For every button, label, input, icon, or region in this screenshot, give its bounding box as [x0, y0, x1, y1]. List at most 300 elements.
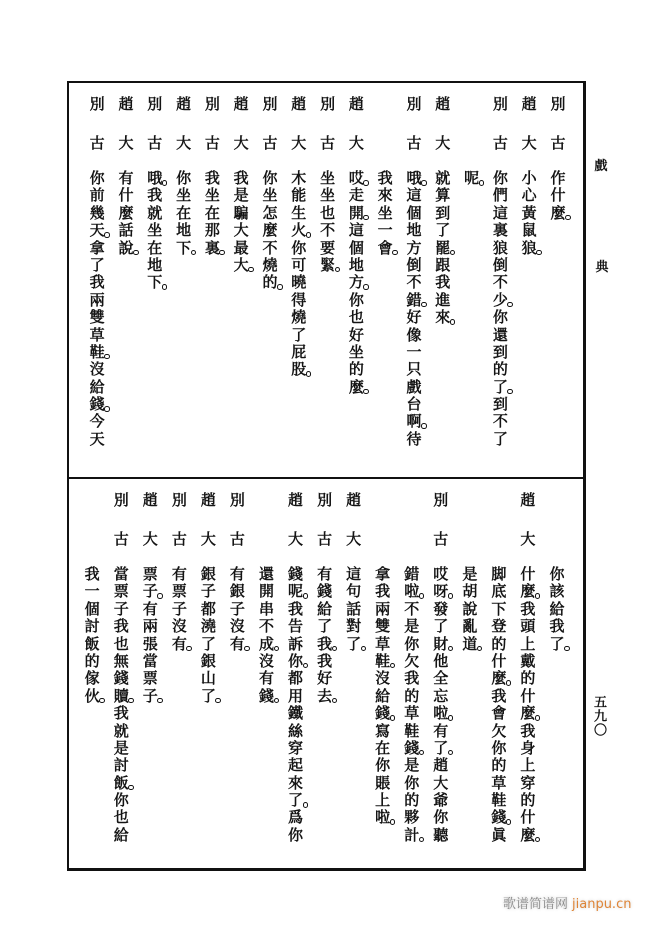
text-char: 這	[406, 186, 422, 205]
text-char: 呢	[282, 583, 310, 600]
text-char: 頭	[520, 617, 536, 636]
text-char: 沒	[258, 651, 274, 670]
text-char: 的	[404, 686, 420, 705]
punctuation-circle	[363, 215, 369, 221]
text-char: 在	[375, 738, 391, 757]
text-char: 我	[317, 651, 333, 670]
text-char: 也	[113, 808, 129, 827]
text-char: 到	[435, 203, 451, 222]
text-char: 好	[406, 308, 422, 327]
punctuation-circle	[448, 715, 454, 721]
dialogue-column	[83, 83, 111, 477]
text-char: 用	[288, 686, 304, 705]
text-char: 子	[229, 599, 245, 618]
punctuation-circle	[536, 250, 542, 256]
text-char: 討	[113, 756, 129, 775]
dialogue-column	[194, 479, 222, 868]
speaker-char: 別	[317, 491, 333, 509]
dialogue-column	[486, 83, 514, 477]
text-char: 你	[492, 308, 508, 327]
punctuation-circle	[303, 802, 309, 808]
text-char: 坐	[176, 186, 192, 205]
text-char: 你	[492, 169, 508, 187]
dialogue-continuation-column	[543, 479, 571, 868]
text-char: 在	[176, 203, 192, 222]
punctuation-circle	[363, 284, 369, 290]
page-number: 五九〇	[591, 695, 606, 737]
text-char: 我	[89, 273, 105, 292]
text-char: 哦	[141, 170, 169, 187]
dialogue-text	[371, 170, 399, 257]
text-char: 緊	[314, 257, 342, 274]
text-char: 什	[491, 651, 507, 670]
dialogue-column	[282, 479, 310, 868]
text-char: 雙	[89, 308, 105, 327]
lower-text-panel	[69, 479, 583, 868]
text-char: 坐	[320, 169, 336, 187]
dialogue-column	[429, 83, 457, 477]
text-char: 倒	[406, 255, 422, 274]
dialogue-column	[544, 83, 572, 477]
text-char: 底	[491, 582, 507, 601]
text-char: 子	[136, 583, 164, 600]
dialogue-continuation-column	[253, 479, 281, 868]
text-char: 我	[113, 704, 129, 723]
text-char: 他	[433, 651, 449, 670]
dialogue-text	[165, 566, 193, 653]
text-char: 草	[89, 325, 105, 344]
dialogue-text	[429, 170, 457, 327]
speaker-char: 別	[262, 95, 278, 113]
punctuation-circle	[99, 698, 105, 704]
text-char: 不	[406, 273, 422, 292]
dialogue-text	[398, 566, 426, 844]
text-char: 無	[113, 651, 129, 670]
dialogue-continuation-column	[458, 83, 486, 477]
text-char: 開	[342, 205, 370, 222]
text-char: 不	[262, 238, 278, 257]
text-char: 有	[433, 721, 449, 740]
text-char: 沒	[375, 669, 391, 688]
text-char: 是	[113, 738, 129, 757]
text-char: 還	[492, 325, 508, 344]
speaker-char: 大	[142, 530, 158, 548]
text-char: 我	[84, 565, 100, 583]
text-char: 啦	[369, 809, 397, 826]
text-char: 夥	[404, 808, 420, 827]
text-char: 得	[291, 290, 307, 309]
speaker-char: 大	[346, 530, 362, 548]
text-char: 麼	[544, 205, 572, 222]
text-char: 句	[346, 582, 362, 601]
text-char: 最	[233, 238, 249, 257]
text-char: 財	[427, 636, 455, 653]
text-char: 山	[200, 669, 216, 688]
text-char: 大	[433, 773, 449, 792]
text-char: 幾	[89, 203, 105, 222]
text-char: 好	[317, 669, 333, 688]
text-char: 寫	[375, 721, 391, 740]
dialogue-continuation-column	[485, 479, 513, 868]
text-char: 你	[288, 825, 304, 844]
text-char: 們	[492, 186, 508, 205]
punctuation-circle	[162, 284, 168, 290]
dialogue-text	[311, 566, 339, 705]
text-char: 你	[176, 169, 192, 187]
text-char: 不	[320, 221, 336, 240]
text-char: 有	[142, 599, 158, 618]
punctuation-circle	[392, 250, 398, 256]
text-char: 胡	[462, 582, 478, 601]
text-char: 你	[348, 290, 364, 309]
text-char: 像	[406, 325, 422, 344]
punctuation-circle	[215, 698, 221, 704]
punctuation-circle	[390, 663, 396, 669]
text-char: 澆	[200, 617, 216, 636]
text-char: 你	[404, 773, 420, 792]
text-char: 話	[118, 221, 134, 240]
text-char: 可	[291, 255, 307, 274]
text-char: 你	[404, 634, 420, 653]
text-char: 就	[113, 721, 129, 740]
dialogue-text	[223, 566, 251, 653]
text-char: 什	[520, 565, 536, 583]
text-char: 話	[346, 599, 362, 618]
text-char: 麼	[485, 670, 513, 687]
speaker-char: 趙	[346, 491, 362, 509]
speaker-char: 大	[520, 530, 536, 548]
text-char: 裏	[492, 221, 508, 240]
text-char: 來	[288, 773, 304, 792]
dialogue-text	[486, 170, 514, 448]
punctuation-circle	[506, 680, 512, 686]
text-char: 就	[147, 203, 163, 222]
text-char: 了	[543, 636, 571, 653]
text-char: 就	[435, 169, 451, 187]
text-char: 的	[492, 360, 508, 379]
text-char: 進	[435, 290, 451, 309]
text-char: 狼	[492, 238, 508, 257]
text-char: 了	[433, 617, 449, 636]
speaker-char: 趙	[348, 95, 364, 113]
dialogue-text	[544, 170, 572, 222]
punctuation-circle	[244, 646, 250, 652]
text-char: 銀	[200, 565, 216, 583]
text-char: 我	[204, 169, 220, 187]
text-char: 今	[89, 412, 105, 431]
speaker-char: 古	[550, 134, 566, 152]
speaker-char: 別	[204, 95, 220, 113]
text-char: 坐	[262, 186, 278, 205]
dialogue-column	[514, 479, 542, 868]
text-char: 要	[320, 238, 336, 257]
text-char: 燒	[262, 255, 278, 274]
punctuation-circle	[506, 819, 512, 825]
speaker-char: 古	[89, 134, 105, 152]
text-char: 給	[317, 599, 333, 618]
text-char: 訴	[288, 634, 304, 653]
text-char: 了	[427, 740, 455, 757]
dialogue-column	[170, 83, 198, 477]
punctuation-circle	[363, 180, 369, 186]
punctuation-circle	[274, 646, 280, 652]
dialogue-column	[285, 83, 313, 477]
text-char: 鞋	[491, 791, 507, 810]
text-char: 說	[462, 599, 478, 618]
text-char: 計	[398, 827, 426, 844]
text-char: 銀	[200, 651, 216, 670]
text-char: 好	[348, 325, 364, 344]
text-char: 股	[285, 361, 313, 378]
text-char: 沒	[89, 360, 105, 379]
speaker-char: 別	[550, 95, 566, 113]
upper-text-panel	[69, 83, 583, 477]
speaker-char: 趙	[142, 491, 158, 509]
text-char: 錢	[369, 705, 397, 722]
punctuation-circle	[104, 232, 110, 238]
text-char: 屁	[291, 342, 307, 361]
text-char: 天	[83, 222, 111, 239]
speaker-char: 古	[317, 530, 333, 548]
text-char: 是	[233, 186, 249, 205]
punctuation-circle	[450, 319, 456, 325]
punctuation-circle	[335, 267, 341, 273]
dialogue-column	[256, 83, 284, 477]
text-char: 欠	[491, 721, 507, 740]
dialogue-text	[485, 566, 513, 844]
text-char: 鞋	[83, 344, 111, 361]
dialogue-text	[282, 566, 310, 844]
dialogue-text	[456, 566, 484, 653]
dialogue-text	[141, 170, 169, 292]
text-char: 坐	[377, 203, 393, 222]
punctuation-circle	[448, 593, 454, 599]
text-char: 的	[520, 791, 536, 810]
text-char: 給	[89, 377, 105, 396]
text-char: 忘	[433, 686, 449, 705]
text-char: 了	[340, 636, 368, 653]
text-char: 你	[282, 653, 310, 670]
text-char: 哎	[433, 565, 449, 583]
dialogue-column	[340, 479, 368, 868]
text-char: 有	[258, 669, 274, 688]
text-char: 小	[521, 169, 537, 187]
punctuation-circle	[157, 698, 163, 704]
text-char: 贖	[107, 688, 135, 705]
text-char: 拿	[89, 238, 105, 257]
text-char: 個	[348, 238, 364, 257]
dialogue-column	[314, 83, 342, 477]
text-char: 待	[406, 429, 422, 448]
text-char: 坐	[147, 221, 163, 240]
text-char: 也	[320, 203, 336, 222]
text-char: 子	[113, 599, 129, 618]
text-char: 錯	[400, 292, 428, 309]
dialogue-text	[136, 566, 164, 705]
text-char: 是	[404, 617, 420, 636]
text-char: 哎	[342, 170, 370, 187]
text-char: 戴	[520, 651, 536, 670]
dialogue-text	[253, 566, 281, 705]
punctuation-circle	[332, 698, 338, 704]
speaker-char: 古	[406, 134, 422, 152]
text-char: 絲	[288, 721, 304, 740]
speaker-char: 別	[406, 95, 422, 113]
dialogue-text	[400, 170, 428, 448]
text-char: 會	[491, 704, 507, 723]
text-char: 我	[549, 617, 565, 636]
text-char: 呀	[427, 583, 455, 600]
text-char: 錢	[253, 688, 281, 705]
text-char: 賬	[375, 773, 391, 792]
speaker-char: 別	[433, 491, 449, 509]
text-char: 不	[492, 412, 508, 431]
text-char: 到	[492, 342, 508, 361]
text-char: 燒	[291, 308, 307, 327]
speaker-char: 別	[229, 491, 245, 509]
text-char: 大	[227, 257, 255, 274]
text-char: 票	[113, 582, 129, 601]
dialogue-text	[83, 170, 111, 448]
text-char: 脚	[491, 565, 507, 583]
frame-bottom-border	[67, 868, 586, 871]
text-char: 個	[84, 599, 100, 618]
text-char: 都	[288, 669, 304, 688]
text-char: 那	[204, 221, 220, 240]
text-char: 狼	[515, 240, 543, 257]
text-char: 你	[491, 738, 507, 757]
dialogue-text	[107, 566, 135, 844]
speaker-char: 趙	[176, 95, 192, 113]
punctuation-circle	[104, 354, 110, 360]
text-char: 了	[435, 221, 451, 240]
speaker-char: 古	[320, 134, 336, 152]
text-char: 鞋	[369, 653, 397, 670]
text-char: 戲	[406, 377, 422, 396]
dialogue-column	[427, 479, 455, 868]
text-char: 全	[433, 669, 449, 688]
text-char: 銀	[229, 582, 245, 601]
text-char: 麼	[514, 827, 542, 844]
dialogue-column	[342, 83, 370, 477]
text-char: 錢	[288, 565, 304, 583]
dialogue-text	[515, 170, 543, 257]
text-char: 什	[520, 686, 536, 705]
text-char: 在	[204, 203, 220, 222]
text-char: 發	[433, 599, 449, 618]
speaker-char: 古	[171, 530, 187, 548]
text-char: 兩	[89, 290, 105, 309]
speaker-char: 大	[435, 134, 451, 152]
punctuation-circle	[133, 250, 139, 256]
text-char: 子	[171, 599, 187, 618]
text-char: 少	[486, 292, 514, 309]
text-char: 錯	[404, 565, 420, 583]
text-char: 拿	[375, 565, 391, 583]
text-char: 方	[342, 274, 370, 291]
text-char: 眞	[491, 825, 507, 844]
text-char: 穿	[288, 738, 304, 757]
speaker-char: 大	[348, 134, 364, 152]
text-char: 了	[194, 688, 222, 705]
dialogue-text	[198, 170, 226, 257]
dialogue-text	[427, 566, 455, 844]
text-char: 給	[549, 599, 565, 618]
text-char: 我	[113, 617, 129, 636]
punctuation-circle	[191, 250, 197, 256]
speaker-char: 趙	[118, 95, 134, 113]
text-char: 趙	[433, 756, 449, 775]
punctuation-circle	[535, 593, 541, 599]
text-char: 是	[462, 565, 478, 583]
dialogue-continuation-column	[456, 479, 484, 868]
text-char: 生	[291, 203, 307, 222]
punctuation-circle	[128, 698, 134, 704]
speaker-char: 大	[288, 530, 304, 548]
punctuation-circle	[219, 250, 225, 256]
dialogue-text	[256, 170, 284, 292]
text-char: 走	[348, 186, 364, 205]
punctuation-circle	[128, 785, 134, 791]
text-char: 我	[288, 599, 304, 618]
text-char: 也	[113, 634, 129, 653]
punctuation-circle	[565, 215, 571, 221]
dialogue-text	[369, 566, 397, 827]
text-char: 爺	[433, 791, 449, 810]
speaker-char: 趙	[233, 95, 249, 113]
punctuation-circle	[419, 593, 425, 599]
punctuation-circle	[507, 389, 513, 395]
text-char: 該	[549, 582, 565, 601]
text-char: 當	[113, 565, 129, 583]
text-char: 你	[89, 169, 105, 187]
punctuation-circle	[535, 715, 541, 721]
text-char: 有	[229, 565, 245, 583]
punctuation-circle	[448, 646, 454, 652]
speaker-char: 古	[229, 530, 245, 548]
text-char: 鞋	[404, 721, 420, 740]
text-char: 你	[113, 791, 129, 810]
punctuation-circle	[535, 837, 541, 843]
speaker-char: 大	[200, 530, 216, 548]
text-char: 身	[520, 738, 536, 757]
text-char: 到	[492, 395, 508, 414]
speaker-char: 別	[320, 95, 336, 113]
text-char: 的	[491, 634, 507, 653]
text-char: 了	[291, 325, 307, 344]
text-char: 呢	[458, 170, 486, 187]
text-char: 火	[285, 222, 313, 239]
text-char: 我	[375, 582, 391, 601]
dialogue-text	[112, 170, 140, 257]
text-char: 了	[282, 792, 310, 809]
text-char: 天	[89, 429, 105, 448]
text-char: 爲	[288, 808, 304, 827]
text-char: 不	[404, 599, 420, 618]
text-char: 成	[253, 636, 281, 653]
text-char: 啦	[427, 705, 455, 722]
text-char: 下	[141, 274, 169, 291]
text-char: 你	[549, 565, 565, 583]
text-char: 只	[406, 360, 422, 379]
text-char: 票	[142, 565, 158, 583]
text-char: 的	[256, 274, 284, 291]
dialogue-text	[78, 566, 106, 705]
text-char: 方	[406, 238, 422, 257]
text-char: 草	[404, 704, 420, 723]
text-char: 前	[89, 186, 105, 205]
text-char: 麼	[118, 203, 134, 222]
